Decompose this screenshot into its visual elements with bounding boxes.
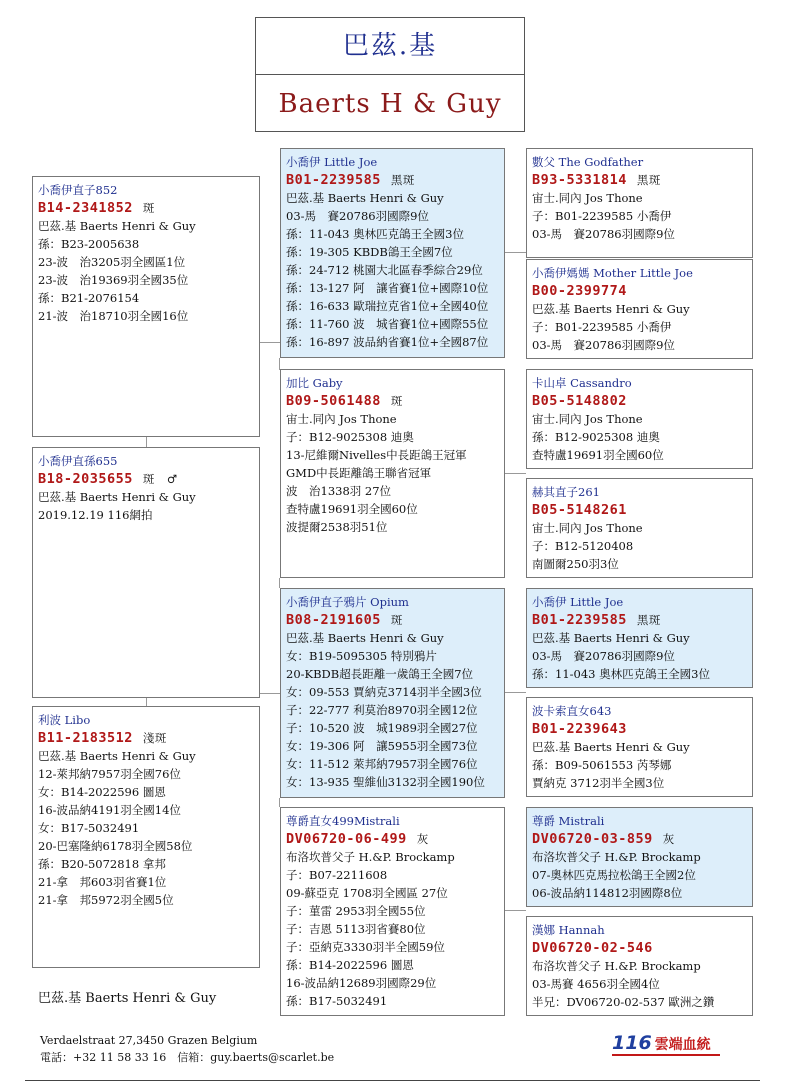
plumage-color: 黑斑: [636, 613, 661, 627]
info-line: 16-波品納12689羽國際29位: [286, 976, 437, 990]
owner-name: 巴茲.基 Baerts Henri & Guy: [38, 991, 217, 1006]
ring-number: B05-5148261: [532, 502, 627, 518]
info-line: 女：B14-2022596 圖恩: [38, 785, 166, 799]
pedigree-card-dam-sire-sire[interactable]: [526, 588, 753, 688]
pigeon-name: 尊爵 Mistrali: [532, 814, 605, 828]
footer: [40, 1032, 334, 1066]
info-line: 巴茲.基 Baerts Henri & Guy: [38, 749, 196, 763]
plumage-color: 斑 ♂: [142, 472, 178, 486]
info-line: 巴茲.基 Baerts Henri & Guy: [38, 490, 196, 504]
info-line: 女：B19-5095305 特別鴉片: [286, 649, 437, 663]
info-line: 女：B17-5032491: [38, 821, 140, 835]
info-line: 布洛坎普父子 H.&P. Brockamp: [532, 959, 701, 973]
info-line: 03-馬 賽20786羽國際9位: [532, 338, 675, 352]
info-line: 子：B12-9025308 迪奧: [286, 430, 414, 444]
ring-number: B93-5331814: [532, 172, 627, 188]
plumage-color: 灰: [662, 832, 675, 846]
plumage-color: 黑斑: [636, 173, 661, 187]
footer-address: Verdaelstraat 27,3450 Grazen Belgium: [40, 1034, 258, 1047]
info-line: 巴茲.基 Baerts Henri & Guy: [532, 302, 690, 316]
info-line: 09-蘇亞克 1708羽全國區 27位: [286, 886, 448, 900]
info-line: 子：B01-2239585 小喬伊: [532, 320, 672, 334]
info-line: 03-馬賽 4656羽全國4位: [532, 977, 660, 991]
info-line: 20-巴塞隆納6178羽全國58位: [38, 839, 193, 853]
info-line: 女：19-306 阿 讓5955羽全國73位: [286, 739, 478, 753]
info-line: 03-馬 賽20786羽國際9位: [532, 649, 675, 663]
info-line: 孫：B21-2076154: [38, 291, 140, 305]
title-box: [255, 17, 525, 132]
pigeon-name: 卡山卓 Cassandro: [532, 376, 632, 390]
info-line: 孫：B12-9025308 迪奧: [532, 430, 660, 444]
connector-line: [259, 693, 280, 694]
connector-line: [259, 342, 280, 343]
connector-line: [505, 910, 526, 911]
connector-line: [279, 798, 280, 807]
info-line: 子：菫雷 2953羽全國55位: [286, 904, 426, 918]
info-line: 宙士.同內 Jos Thone: [532, 521, 643, 535]
info-line: 21-拿 邦603羽省賽1位: [38, 875, 167, 889]
ring-number: DV06720-06-499: [286, 831, 407, 847]
pedigree-card-dam[interactable]: [32, 706, 260, 968]
info-line: 布洛坎普父子 H.&P. Brockamp: [532, 850, 701, 864]
ring-number: B11-2183512: [38, 730, 133, 746]
info-line: 12-萊邦納7957羽全國76位: [38, 767, 181, 781]
plumage-color: 斑: [390, 613, 403, 627]
info-line: 03-馬 賽20786羽國際9位: [532, 227, 675, 241]
pedigree-card-dam-dam-sire[interactable]: [526, 807, 753, 907]
pedigree-card-sire-sire-sire[interactable]: [526, 148, 753, 258]
info-line: 宙士.同內 Jos Thone: [532, 412, 643, 426]
ring-number: B01-2239643: [532, 721, 627, 737]
info-line: 2019.12.19 116網拍: [38, 508, 153, 522]
info-line: 宙士.同內 Jos Thone: [532, 191, 643, 205]
info-line: 16-波品納4191羽全國14位: [38, 803, 181, 817]
info-line: 21-拿 邦5972羽全國5位: [38, 893, 174, 907]
connector-line: [146, 437, 147, 447]
pedigree-card-sire-dam-dam[interactable]: [526, 478, 753, 578]
info-line: 孫：16-897 波品納省賽1位+全國87位: [286, 335, 489, 349]
info-line: 孫：24-712 桃園大北區春季綜合29位: [286, 263, 483, 277]
connector-line: [279, 578, 280, 588]
plumage-color: 斑: [142, 201, 155, 215]
connector-line: [146, 698, 147, 706]
pigeon-name: 漢娜 Hannah: [532, 923, 605, 937]
pigeon-name: 波卡索直女643: [532, 704, 612, 718]
connector-line: [505, 473, 526, 474]
info-line: 20-KBDB超長距離一歲鴿王全國7位: [286, 667, 474, 681]
bottom-divider: [25, 1080, 760, 1081]
info-line: 孫：B20-5072818 拿邦: [38, 857, 166, 871]
plumage-color: 黑斑: [390, 173, 415, 187]
info-line: 子：22-777 利莫治8970羽全國12位: [286, 703, 478, 717]
info-line: 子：B01-2239585 小喬伊: [532, 209, 672, 223]
info-line: 07-奧林匹克馬拉松鴿王全國2位: [532, 868, 696, 882]
pedigree-card-dam-sire[interactable]: [280, 588, 505, 798]
info-line: 女：09-553 賈納克3714羽半全國3位: [286, 685, 482, 699]
info-line: 孫：19-305 KBDB鴿王全國7位: [286, 245, 453, 259]
brand-logo[interactable]: [612, 1032, 722, 1056]
info-line: 孫：11-043 奧林匹克鴿王全國3位: [286, 227, 464, 241]
info-line: 巴茲.基 Baerts Henri & Guy: [38, 219, 196, 233]
pedigree-card-sire-dam-sire[interactable]: [526, 369, 753, 469]
pigeon-name: 小喬伊媽媽 Mother Little Joe: [532, 266, 693, 280]
info-line: 23-波 治19369羽全國35位: [38, 273, 189, 287]
ring-number: B08-2191605: [286, 612, 381, 628]
logo-number: 116: [612, 1032, 652, 1054]
logo-text: 雲端血統: [654, 1037, 711, 1053]
ring-number: B01-2239585: [532, 612, 627, 628]
ring-number: DV06720-03-859: [532, 831, 653, 847]
ring-number: B05-5148802: [532, 393, 627, 409]
info-line: 巴茲.基 Baerts Henri & Guy: [532, 631, 690, 645]
ring-number: DV06720-02-546: [532, 940, 653, 956]
info-line: 13-尼維爾Nivelles中長距鴿王冠軍: [286, 448, 467, 462]
connector-line: [505, 692, 526, 693]
info-line: 孫：11-760 波 城省賽1位+國際55位: [286, 317, 489, 331]
info-line: 女：13-935 聖維仙3132羽全國190位: [286, 775, 485, 789]
ring-number: B00-2399774: [532, 283, 627, 299]
pigeon-name: 小喬伊直孫655: [38, 454, 118, 468]
info-line: 子：B07-2211608: [286, 868, 388, 882]
connector-line: [505, 252, 526, 253]
pedigree-card-sire-sire-dam[interactable]: [526, 259, 753, 359]
pigeon-name: 加比 Gaby: [286, 376, 343, 390]
info-line: 巴茲.基 Baerts Henri & Guy: [532, 740, 690, 754]
info-line: 南圖爾250羽3位: [532, 557, 619, 571]
info-line: 孫：B23-2005638: [38, 237, 140, 251]
info-line: 孫：B14-2022596 圖恩: [286, 958, 414, 972]
info-line: 半兄：DV06720-02-537 歐洲之鑽: [532, 995, 715, 1009]
info-line: 賈納克 3712羽半全國3位: [532, 776, 665, 790]
info-line: 23-波 治3205羽全國區1位: [38, 255, 186, 269]
pigeon-name: 尊爵直女499Mistrali: [286, 814, 400, 828]
pedigree-card-sire-sire[interactable]: [280, 148, 505, 358]
pedigree-card-dam-dam[interactable]: [280, 807, 505, 1016]
pigeon-name: 小喬伊 Little Joe: [286, 155, 378, 169]
pigeon-name: 小喬伊直子852: [38, 183, 118, 197]
info-line: 03-馬 賽20786羽國際9位: [286, 209, 429, 223]
pigeon-name: 數父 The Godfather: [532, 155, 644, 169]
plumage-color: 淺斑: [142, 731, 167, 745]
info-line: 查特盧19691羽全國60位: [286, 502, 418, 516]
pigeon-name: 赫其直子261: [532, 485, 600, 499]
pigeon-name: 小喬伊 Little Joe: [532, 595, 624, 609]
info-line: 子：亞納克3330羽半全國59位: [286, 940, 445, 954]
info-line: 孫：B17-5032491: [286, 994, 388, 1008]
info-line: 波 治1338羽 27位: [286, 484, 392, 498]
plumage-color: 灰: [416, 832, 429, 846]
info-line: GMD中長距離鴿王聯省冠軍: [286, 466, 432, 480]
info-line: 06-波品納114812羽國際8位: [532, 886, 683, 900]
info-line: 孫：B09-5061553 芮琴娜: [532, 758, 672, 772]
info-line: 子：B12-5120408: [532, 539, 634, 553]
info-line: 查特盧19691羽全國60位: [532, 448, 664, 462]
info-line: 孫：16-633 歐瑞拉克省1位+全國40位: [286, 299, 489, 313]
pedigree-card-dam-sire-dam[interactable]: [526, 697, 753, 797]
info-line: 子：10-520 波 城1989羽全國27位: [286, 721, 478, 735]
info-line: 孫：11-043 奧林匹克鴿王全國3位: [532, 667, 710, 681]
ring-number: B01-2239585: [286, 172, 381, 188]
info-line: 布洛坎普父子 H.&P. Brockamp: [286, 850, 455, 864]
info-line: 宙士.同內 Jos Thone: [286, 412, 397, 426]
logo-underline: [612, 1054, 720, 1056]
pedigree-card-subject[interactable]: [32, 447, 260, 698]
info-line: 巴茲.基 Baerts Henri & Guy: [286, 191, 444, 205]
pigeon-name: 小喬伊直子鴉片 Opium: [286, 595, 409, 609]
footer-contact: 電話：+32 11 58 33 16 信箱：guy.baerts@scarlet.be: [40, 1051, 335, 1064]
pigeon-name: 利波 Libo: [38, 713, 91, 727]
info-line: 巴茲.基 Baerts Henri & Guy: [286, 631, 444, 645]
info-line: 波提爾2538羽51位: [286, 520, 388, 534]
pedigree-card-sire-dam[interactable]: [280, 369, 505, 578]
info-line: 子：吉恩 5113羽省賽80位: [286, 922, 426, 936]
title-english: Baerts H & Guy: [278, 89, 502, 119]
info-line: 女：11-512 萊邦納7957羽全國76位: [286, 757, 478, 771]
pedigree-card-dam-dam-dam[interactable]: [526, 916, 753, 1016]
ring-number: B18-2035655: [38, 471, 133, 487]
plumage-color: 斑: [390, 394, 403, 408]
ring-number: B09-5061488: [286, 393, 381, 409]
info-line: 21-波 治18710羽全國16位: [38, 309, 189, 323]
title-chinese: 巴茲.基: [256, 18, 524, 75]
info-line: 孫：13-127 阿 讓省賽1位+國際10位: [286, 281, 489, 295]
pedigree-card-sire[interactable]: [32, 176, 260, 437]
ring-number: B14-2341852: [38, 200, 133, 216]
